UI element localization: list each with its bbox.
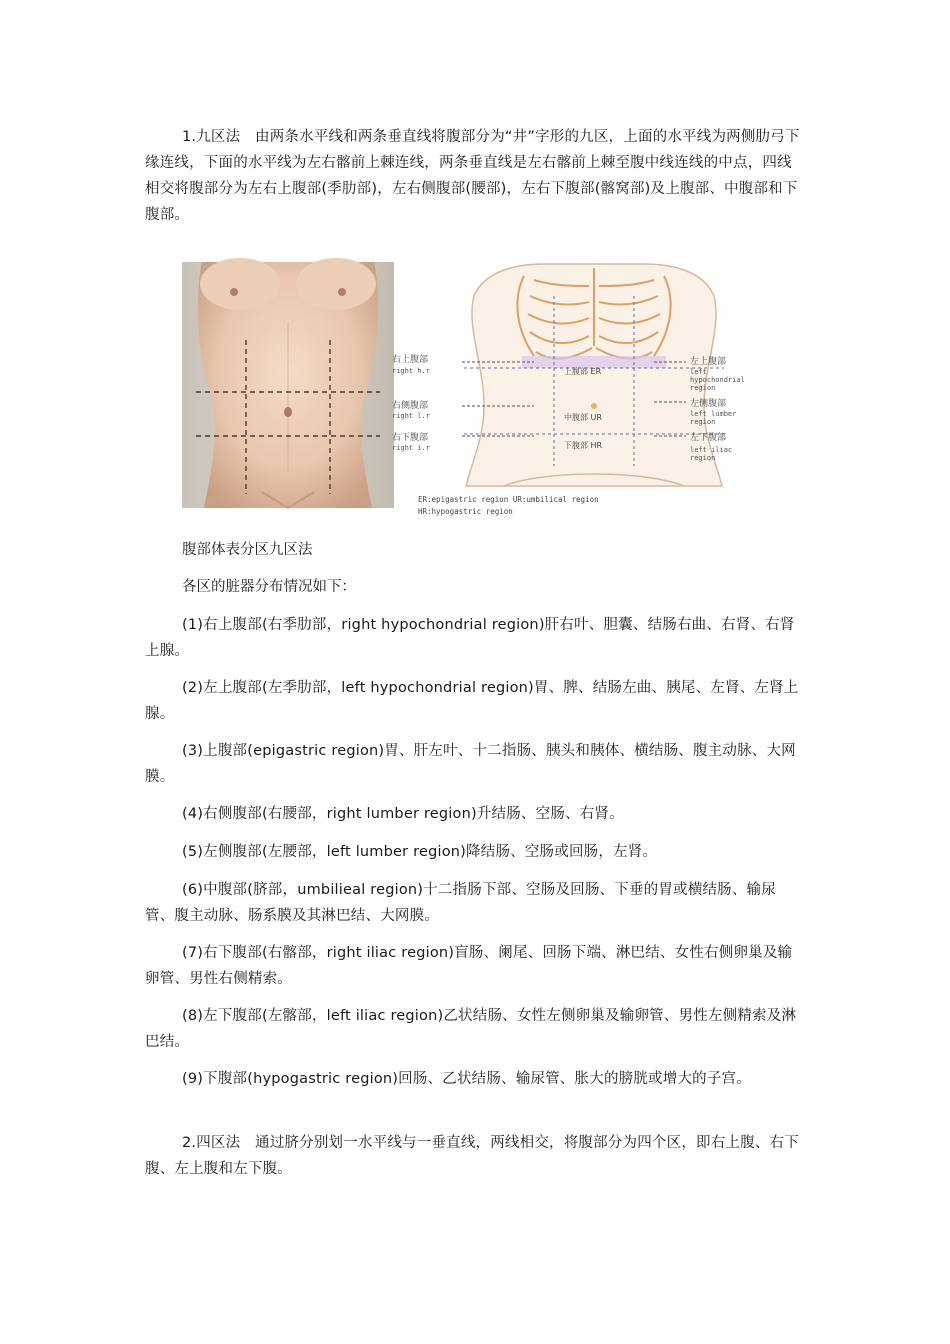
organ-item-2: (2)左上腹部(左季肋部，left hypochondrial region)胃、脾、结肠左曲、胰尾、左肾、左肾上腺。 [145,680,799,722]
organ-item-8: (8)左下腹部(左髂部，left iliac region)乙状结肠、女性左侧卵巢及输卵管、男性左侧精索及淋巴结。 [145,1008,797,1050]
diagram-legend-line2: HR:hypogastric region [418,507,513,516]
label-center-upper: 上腹部 ER [564,367,602,376]
organ-item-9: (9)下腹部(hypogastric region)回肠、乙状结肠、输尿管、胀大的膀胱或增大的子宫。 [182,1071,751,1087]
figure-caption: 腹部体表分区九区法 [182,542,313,558]
organ-item-3: (3)上腹部(epigastric region)胃、肝左叶、十二指肠、胰头和胰体、横结肠、腹主动脉、大网膜。 [145,743,796,785]
label-left-upper-en3: region [690,384,716,392]
four-region-paragraph: 2.四区法 通过脐分别划一水平线与一垂直线，两线相交，将腹部分为四个区，即右上腹、右下腹、左上腹和左下腹。 [145,1135,799,1177]
label-right-low-cn: 右下腹部 [392,433,429,443]
label-right-upper-cn: 右上腹部 [392,355,429,365]
organ-item-1: (1)右上腹部(右季肋部，right hypochondrial region)肝右叶、胆囊、结肠右曲、右肾、右肾上腺。 [145,617,795,659]
label-right-upper-en: right h.r [392,367,430,375]
label-left-low-en2: region [690,454,716,462]
organ-item-6: (6)中腹部(脐部，umbilieal region)十二指肠下部、空肠及回肠、下垂的胃或横结肠、输尿管、腹主动脉、肠系膜及其淋巴结、大网膜。 [145,882,776,924]
label-left-upper-cn: 左上腹部 [690,357,727,367]
abdomen-photo [182,262,394,508]
label-left-upper-en2: hypochondrial [690,376,745,384]
organ-item-5: (5)左侧腹部(左腰部，left lumber region)降结肠、空肠或回肠，左肾。 [182,844,658,860]
label-left-low-cn: 左下腹部 [690,433,727,443]
intro-paragraph: 1.九区法 由两条水平线和两条垂直线将腹部分为“井”字形的九区，上面的水平线为两侧肋弓下缘连线，下面的水平线为左右髂前上棘连线，两条垂直线是左右髂前上棘至腹中线连线的中点，四线相交将腹部分为左右上腹部(季肋部)，左右侧腹部(腰部)，左右下腹部(髂窝部)及上腹部、中腹部和下腹部。 [145,129,800,223]
nine-region-diagram [392,256,784,528]
label-left-mid-en2: region [690,418,716,426]
label-right-mid-en: right l.r [392,412,430,420]
label-right-low-en: right i.r [392,444,430,452]
label-left-upper-en1: left [690,368,707,376]
nine-region-figure [180,256,780,528]
label-left-mid-en1: left lumber [690,410,737,418]
label-left-low-en1: left iliac [690,446,733,454]
label-center-mid: 中腹部 UR [564,413,602,422]
label-center-low: 下腹部 HR [564,441,603,450]
organ-item-4: (4)右侧腹部(右腰部，right lumber region)升结肠、空肠、右肾。 [182,806,624,822]
label-right-mid-cn: 右侧腹部 [392,401,429,411]
label-left-mid-cn: 左侧腹部 [690,399,727,409]
organ-item-7: (7)右下腹部(右髂部，right iliac region)盲肠、阑尾、回肠下端、淋巴结、女性右侧卵巢及输卵管、男性右侧精索。 [145,945,793,987]
organs-intro: 各区的脏器分布情况如下： [182,579,356,595]
diagram-legend-line1: ER:epigastric region UR:umbilical region [418,495,599,504]
